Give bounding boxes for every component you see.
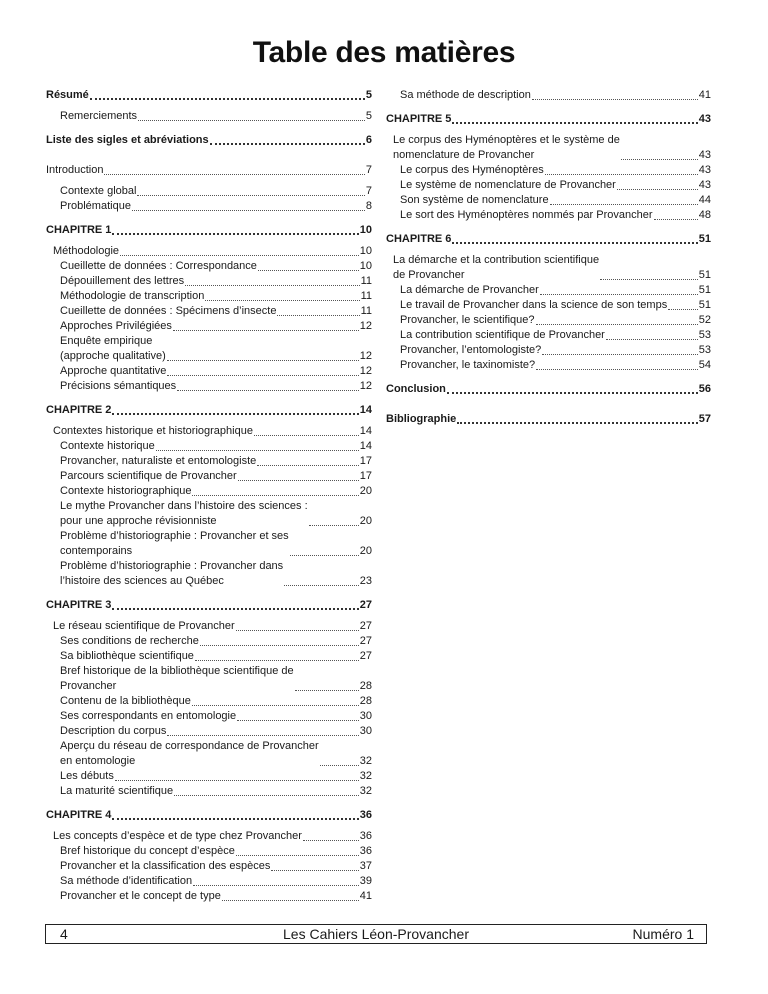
toc-entry[interactable] (386, 178, 711, 193)
toc-entry-title: Résumé (46, 89, 89, 101)
toc-entry[interactable] (46, 739, 372, 769)
toc-entry-page: 12 (359, 365, 372, 377)
toc-entry-title: CHAPITRE 3 (46, 599, 112, 611)
toc-entry-page: 32 (359, 755, 372, 767)
toc-entry-page: 10 (359, 260, 372, 272)
dot-leader (617, 189, 698, 190)
toc-entry-page: 52 (698, 314, 711, 326)
toc-entry-page: 30 (359, 725, 372, 737)
dot-leader (236, 630, 359, 631)
dot-leader (271, 870, 358, 871)
toc-entry-title: Provancher, le taxinomiste? (400, 359, 536, 371)
footer-journal-title: Les Cahiers Léon-Provancher (283, 926, 469, 942)
toc-entry-page: 51 (698, 233, 711, 245)
dot-leader (112, 233, 358, 235)
toc-entry-title: La démarche et la contribution scientifique de Provancher (393, 254, 600, 281)
toc-entry-page: 44 (698, 194, 711, 206)
section-gap (386, 427, 711, 433)
toc-entry-title: Provancher et le concept de type (60, 890, 221, 902)
dot-leader (542, 354, 698, 355)
toc-entry-page: 20 (359, 515, 372, 527)
toc-entry-page: 51 (698, 299, 711, 311)
toc-entry-page: 27 (359, 650, 372, 662)
toc-entry-title: Parcours scientifique de Provancher (60, 470, 237, 482)
dot-leader (112, 818, 358, 820)
dot-leader (192, 495, 358, 496)
toc-heading-entry[interactable] (46, 223, 372, 238)
toc-entry-page: 53 (698, 344, 711, 356)
toc-entry[interactable] (46, 364, 372, 379)
dot-leader (192, 705, 359, 706)
toc-entry-page: 43 (698, 164, 711, 176)
dot-leader (173, 330, 359, 331)
toc-entry[interactable] (386, 133, 711, 163)
toc-entry[interactable] (46, 454, 372, 469)
section-gap (386, 103, 711, 112)
dot-leader (536, 369, 698, 370)
toc-entry-title: CHAPITRE 5 (386, 113, 452, 125)
toc-entry-title: Le corpus des Hyménoptères et le système de nomenclature de Provancher (393, 134, 620, 161)
toc-entry[interactable] (386, 283, 711, 298)
dot-leader (185, 285, 359, 286)
toc-entry-title: La contribution scientifique de Provancher (400, 329, 605, 341)
toc-entry-title: La démarche de Provancher (400, 284, 539, 296)
section-gap (46, 124, 372, 133)
dot-leader (200, 645, 359, 646)
section-gap (386, 223, 711, 232)
toc-entry-page: 20 (359, 485, 372, 497)
toc-entry-title: Problème d’historiographie : Provancher et ses contemporains (60, 530, 289, 557)
toc-entry-page: 56 (698, 383, 711, 395)
toc-entry[interactable] (46, 274, 372, 289)
footer-issue: Numéro 1 (632, 926, 694, 942)
dot-leader (237, 720, 359, 721)
toc-entry-title: Conclusion (386, 383, 446, 395)
toc-entry-page: 43 (698, 113, 711, 125)
dot-leader (303, 840, 359, 841)
toc-entry-title: Les débuts (60, 770, 114, 782)
toc-entry-page: 41 (698, 89, 711, 101)
dot-leader (277, 315, 359, 316)
dot-leader (668, 309, 698, 310)
toc-entry[interactable] (46, 859, 372, 874)
dot-leader (452, 122, 697, 124)
dot-leader (550, 204, 698, 205)
toc-entry[interactable] (46, 259, 372, 274)
toc-entry-title: Ses correspondants en entomologie (60, 710, 237, 722)
toc-entry[interactable] (386, 313, 711, 328)
toc-entry-title: Provancher, l’entomologiste? (400, 344, 542, 356)
toc-entry[interactable] (46, 529, 372, 559)
toc-entry-page: 12 (359, 350, 372, 362)
toc-entry-title: Méthodologie (53, 245, 120, 257)
toc-entry-page: 48 (698, 209, 711, 221)
toc-entry-title: Problème d’historiographie : Provancher dans l’histoire des sciences au Québec (60, 560, 284, 587)
dot-leader (545, 174, 698, 175)
section-gap (386, 373, 711, 382)
dot-leader (238, 480, 359, 481)
toc-entry-page: 53 (698, 329, 711, 341)
dot-leader (295, 690, 359, 691)
toc-entry-page: 11 (360, 290, 372, 302)
dot-leader (210, 143, 365, 145)
dot-leader (284, 585, 359, 586)
toc-entry[interactable] (46, 469, 372, 484)
toc-entry-page: 28 (359, 695, 372, 707)
toc-entry-page: 7 (365, 164, 372, 176)
dot-leader (174, 795, 359, 796)
dot-leader (309, 525, 359, 526)
toc-entry-page: 5 (365, 110, 372, 122)
toc-entry-page: 7 (365, 185, 372, 197)
toc-entry-title: Sa bibliothèque scientifique (60, 650, 194, 662)
toc-entry-page: 43 (698, 149, 711, 161)
toc-entry-page: 11 (360, 305, 372, 317)
toc-entry-page: 32 (359, 785, 372, 797)
toc-entry[interactable] (46, 874, 372, 889)
toc-entry-page: 41 (359, 890, 372, 902)
toc-entry-page: 36 (359, 845, 372, 857)
toc-entry-page: 39 (359, 875, 372, 887)
toc-entry[interactable] (46, 559, 372, 589)
toc-entry-page: 27 (359, 620, 372, 632)
toc-entry-page: 51 (698, 269, 711, 281)
toc-entry-page: 32 (359, 770, 372, 782)
toc-entry[interactable] (46, 289, 372, 304)
section-gap (46, 589, 372, 598)
toc-entry[interactable] (46, 619, 372, 634)
toc-entry-page: 12 (359, 380, 372, 392)
toc-entry-page: 12 (359, 320, 372, 332)
toc-entry-page: 27 (359, 635, 372, 647)
toc-entry-page: 20 (359, 545, 372, 557)
toc-entry-title: Le réseau scientifique de Provancher (53, 620, 235, 632)
toc-entry-page: 30 (359, 710, 372, 722)
toc-heading-entry[interactable] (386, 112, 711, 127)
toc-entry-page: 11 (360, 275, 372, 287)
toc-entry-title: Contexte historiographique (60, 485, 192, 497)
dot-leader (606, 339, 698, 340)
toc-entry-title: Description du corpus (60, 725, 167, 737)
toc-heading-entry[interactable] (386, 382, 711, 397)
toc-entry[interactable] (46, 499, 372, 529)
dot-leader (536, 324, 698, 325)
dot-leader (167, 735, 358, 736)
toc-entry-title: Provancher et la classification des espèces (60, 860, 271, 872)
toc-entry-title: Remerciements (60, 110, 138, 122)
toc-entry-title: Bref historique du concept d’espèce (60, 845, 235, 857)
toc-entry-page: 8 (365, 200, 372, 212)
toc-entry[interactable] (46, 634, 372, 649)
dot-leader (452, 242, 697, 244)
dot-leader (254, 435, 359, 436)
toc-entry-title: Le travail de Provancher dans la science de son temps (400, 299, 668, 311)
dot-leader (290, 555, 359, 556)
toc-entry[interactable] (386, 328, 711, 343)
toc-heading-entry[interactable] (386, 412, 711, 427)
toc-entry-title: Provancher, le scientifique? (400, 314, 535, 326)
dot-leader (156, 450, 359, 451)
toc-entry-title: Dépouillement des lettres (60, 275, 185, 287)
dot-leader (222, 900, 359, 901)
dot-leader (654, 219, 698, 220)
toc-entry[interactable] (46, 769, 372, 784)
section-gap (46, 799, 372, 808)
toc-entry[interactable] (386, 343, 711, 358)
toc-entry[interactable] (46, 649, 372, 664)
toc-entry-page: 17 (359, 455, 372, 467)
section-gap (386, 403, 711, 412)
dot-leader (257, 465, 358, 466)
dot-leader (236, 855, 359, 856)
page-title: Table des matières (252, 36, 516, 69)
toc-entry[interactable] (46, 784, 372, 799)
section-gap (46, 214, 372, 223)
toc-entry[interactable] (46, 709, 372, 724)
toc-entry-page: 17 (359, 470, 372, 482)
toc-entry[interactable] (46, 244, 372, 259)
toc-entry[interactable] (386, 88, 711, 103)
section-gap (46, 394, 372, 403)
toc-entry-title: CHAPITRE 4 (46, 809, 112, 821)
toc-entry-title: Cueillette de données : Correspondance (60, 260, 257, 272)
toc-entry-title: Sa méthode d’identification (60, 875, 193, 887)
toc-heading-entry[interactable] (46, 403, 372, 418)
dot-leader (621, 159, 698, 160)
dot-leader (90, 98, 365, 100)
toc-entry-title: Le sort des Hyménoptères nommés par Provancher (400, 209, 653, 221)
toc-entry[interactable] (386, 358, 711, 373)
toc-entry-title: Provancher, naturaliste et entomologiste (60, 455, 257, 467)
toc-entry-page: 36 (359, 809, 372, 821)
dot-leader (600, 279, 698, 280)
toc-entry-title: Contextes historique et historiographique (53, 425, 253, 437)
toc-entry-title: Approches Privilégiées (60, 320, 172, 332)
toc-entry-title: Le système de nomenclature de Provancher (400, 179, 616, 191)
dot-leader (167, 375, 358, 376)
dot-leader (540, 294, 698, 295)
toc-entry[interactable] (386, 208, 711, 223)
dot-leader (167, 360, 359, 361)
dot-leader (205, 300, 359, 301)
dot-leader (320, 765, 359, 766)
toc-column-left (46, 88, 372, 904)
footer-page-number: 4 (60, 926, 68, 942)
dot-leader (258, 270, 359, 271)
toc-entry-title: Bref historique de la bibliothèque scientifique de Provancher (60, 665, 294, 692)
toc-entry-title: CHAPITRE 2 (46, 404, 112, 416)
toc-entry-title: Méthodologie de transcription (60, 290, 205, 302)
toc-heading-entry[interactable] (46, 163, 372, 178)
toc-entry-title: Enquête empirique (approche qualitative) (60, 335, 166, 362)
dot-leader (104, 174, 364, 175)
toc-entry-title: Les concepts d’espèce et de type chez Provancher (53, 830, 302, 842)
toc-entry-page: 51 (698, 284, 711, 296)
toc-entry-page: 28 (359, 680, 372, 692)
dot-leader (137, 195, 364, 196)
toc-entry[interactable] (46, 319, 372, 334)
toc-entry[interactable] (46, 109, 372, 124)
toc-entry-title: Problématique (60, 200, 131, 212)
toc-entry[interactable] (46, 724, 372, 739)
toc-entry[interactable] (46, 664, 372, 694)
toc-entry[interactable] (386, 163, 711, 178)
dot-leader (447, 392, 698, 394)
toc-entry-page: 14 (359, 404, 372, 416)
toc-entry-title: CHAPITRE 1 (46, 224, 112, 236)
toc-heading-entry[interactable] (46, 88, 372, 103)
toc-entry-page: 54 (698, 359, 711, 371)
toc-entry[interactable] (46, 199, 372, 214)
dot-leader (532, 99, 698, 100)
toc-entry[interactable] (46, 439, 372, 454)
toc-entry-title: Aperçu du réseau de correspondance de Provancher en entomologie (60, 740, 319, 767)
toc-entry-title: Ses conditions de recherche (60, 635, 199, 647)
toc-entry[interactable] (46, 334, 372, 364)
toc-entry-page: 57 (698, 413, 711, 425)
toc-entry[interactable] (46, 694, 372, 709)
toc-entry[interactable] (46, 484, 372, 499)
toc-entry[interactable] (386, 298, 711, 313)
toc-entry-page: 14 (359, 440, 372, 452)
toc-entry[interactable] (46, 424, 372, 439)
toc-entry-title: Le corpus des Hyménoptères (400, 164, 544, 176)
toc-entry-page: 6 (365, 134, 372, 146)
section-gap (46, 154, 372, 163)
toc-entry-title: Introduction (46, 164, 104, 176)
toc-entry-title: Approche quantitative (60, 365, 167, 377)
toc-entry-title: Cueillette de données : Spécimens d’insecte (60, 305, 277, 317)
toc-entry-title: La maturité scientifique (60, 785, 174, 797)
toc-entry[interactable] (46, 889, 372, 904)
toc-entry-title: Contexte global (60, 185, 137, 197)
toc-entry-page: 10 (359, 224, 372, 236)
page-footer (45, 924, 707, 944)
dot-leader (457, 422, 697, 424)
toc-entry[interactable] (46, 379, 372, 394)
toc-heading-entry[interactable] (46, 133, 372, 148)
dot-leader (112, 608, 358, 610)
toc-entry[interactable] (46, 304, 372, 319)
dot-leader (112, 413, 358, 415)
toc-entry-title: Précisions sémantiques (60, 380, 177, 392)
toc-entry-page: 23 (359, 575, 372, 587)
toc-entry-page: 36 (359, 830, 372, 842)
toc-column-right (386, 88, 711, 433)
dot-leader (138, 120, 365, 121)
dot-leader (120, 255, 359, 256)
toc-entry-title: Liste des sigles et abréviations (46, 134, 209, 146)
toc-entry-page: 5 (365, 89, 372, 101)
toc-entry-page: 14 (359, 425, 372, 437)
toc-heading-entry[interactable] (386, 232, 711, 247)
toc-entry[interactable] (46, 829, 372, 844)
dot-leader (177, 390, 359, 391)
toc-entry[interactable] (46, 844, 372, 859)
toc-entry-title: Sa méthode de description (400, 89, 531, 101)
toc-entry-page: 37 (359, 860, 372, 872)
toc-entry-title: CHAPITRE 6 (386, 233, 452, 245)
dot-leader (132, 210, 365, 211)
toc-entry[interactable] (386, 193, 711, 208)
toc-entry-page: 10 (359, 245, 372, 257)
toc-entry[interactable] (386, 253, 711, 283)
dot-leader (115, 780, 359, 781)
toc-entry[interactable] (46, 184, 372, 199)
toc-entry-title: Contenu de la bibliothèque (60, 695, 191, 707)
dot-leader (195, 660, 359, 661)
toc-heading-entry[interactable] (46, 808, 372, 823)
toc-entry-title: Son système de nomenclature (400, 194, 549, 206)
toc-entry-title: Bibliographie (386, 413, 457, 425)
toc-heading-entry[interactable] (46, 598, 372, 613)
toc-entry-title: Contexte historique (60, 440, 155, 452)
toc-entry-page: 27 (359, 599, 372, 611)
toc-entry-title: Le mythe Provancher dans l’histoire des sciences : pour une approche révisionniste (60, 500, 308, 527)
dot-leader (193, 885, 359, 886)
toc-entry-page: 43 (698, 179, 711, 191)
